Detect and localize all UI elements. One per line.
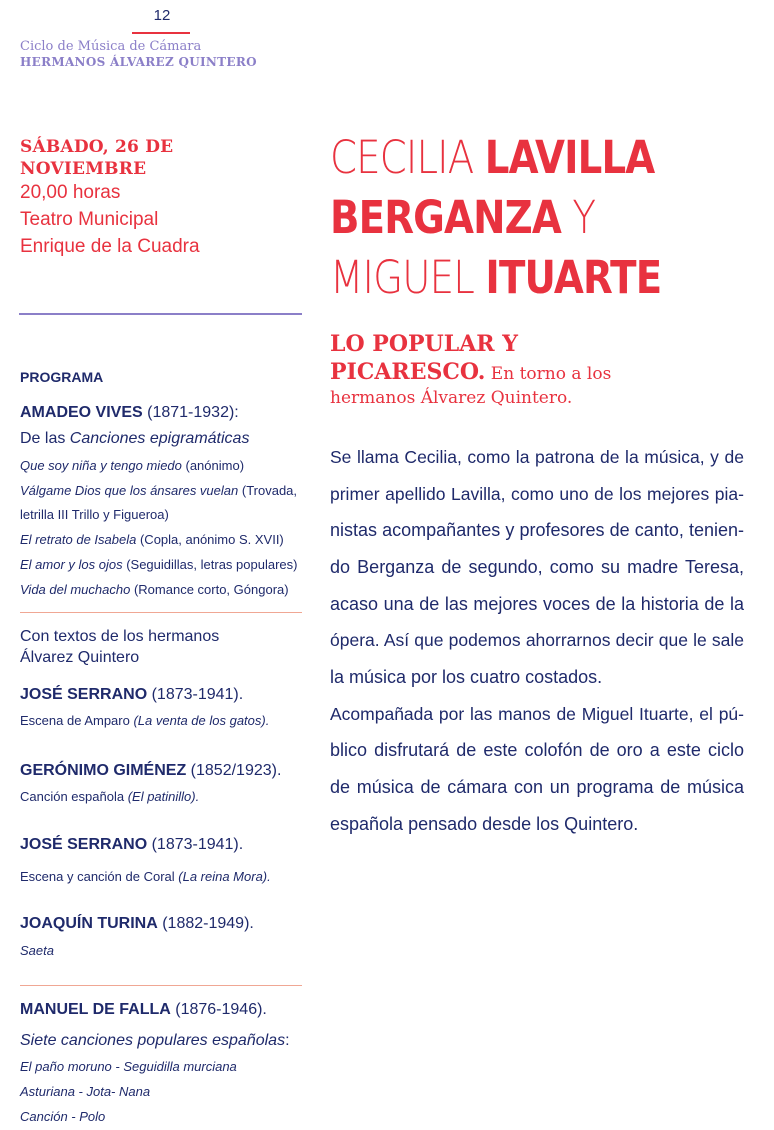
program-item — [20, 557, 297, 572]
concert-title-bold: PICARESCO. — [330, 359, 486, 385]
program-item — [20, 789, 199, 804]
event-time: 20,00 horas — [20, 182, 121, 203]
description-line: blico disfrutará de este colofón de oro a este ciclo — [330, 740, 744, 760]
work-siete-canciones — [20, 1032, 290, 1050]
description-line: acaso una de las mejores voces de la historia de la — [330, 594, 744, 614]
composer-serrano-2 — [20, 836, 243, 854]
composer-dates: (1882-1949). — [157, 915, 254, 932]
program-item — [20, 713, 269, 728]
composer-falla — [20, 1001, 267, 1019]
concert-title — [330, 330, 750, 408]
composer-name: JOSÉ SERRANO — [20, 836, 148, 853]
composer-turina — [20, 915, 254, 933]
item-title: El paño moruno - Seguidilla murciana — [20, 1059, 237, 1074]
concert-subtitle-part2: hermanos Álvarez Quintero. — [330, 388, 573, 408]
performer-conjunction: Y — [560, 191, 596, 244]
concert-title-line1: LO POPULAR Y — [330, 331, 518, 357]
program-item — [20, 582, 289, 597]
item-note: letrilla III Trillo y Figueroa) — [20, 507, 169, 522]
work-title: Canciones epigramáticas — [69, 430, 250, 447]
program-item — [20, 483, 297, 498]
description-line: de música de cámara con un programa de música — [330, 777, 744, 797]
composer-gimenez — [20, 762, 281, 780]
description-line: Se llama Cecilia, como la patrona de la música, y de — [330, 447, 744, 467]
item-source: (La reina Mora). — [178, 869, 271, 884]
work-prefix: De las — [20, 430, 70, 447]
item-title: El retrato de Isabela — [20, 532, 137, 547]
description-line: la música por los cuatro costados. — [330, 667, 603, 687]
performer-surname: BERGANZA — [330, 191, 561, 244]
item-piece: Escena de Amparo — [20, 713, 134, 728]
item-note: (Trovada, — [238, 483, 298, 498]
program-item — [20, 458, 244, 473]
work-title: Siete canciones populares españolas — [20, 1032, 286, 1049]
section-divider — [19, 313, 302, 315]
work-canciones-epigramaticas — [20, 430, 249, 448]
performer-surname: LAVILLA — [484, 131, 655, 184]
composer-dates: (1873-1941). — [147, 686, 244, 703]
item-note: (Seguidillas, letras populares) — [122, 557, 298, 572]
description-line: nistas acompañantes y profesores de canto, tenien- — [330, 520, 744, 540]
program-heading: PROGRAMA — [20, 369, 104, 385]
item-note: (Romance corto, Góngora) — [130, 582, 289, 597]
item-source: (La venta de los gatos). — [133, 713, 270, 728]
item-title: Válgame Dios que los ánsares vuelan — [20, 483, 239, 498]
performers-heading — [330, 128, 691, 308]
item-piece: Saeta — [20, 943, 54, 958]
concert-subtitle-part1: En torno a los — [485, 364, 612, 384]
performer-given-name: MIGUEL — [330, 251, 486, 304]
item-title: El amor y los ojos — [20, 557, 123, 572]
composer-name: JOSÉ SERRANO — [20, 686, 148, 703]
performers-line2 — [330, 188, 691, 248]
event-venue-line1: Teatro Municipal — [20, 209, 159, 230]
performer-given-name: CECILIA — [330, 131, 485, 184]
description-line: ópera. Así que podemos ahorrarnos decir que le sale — [330, 630, 744, 650]
composer-name: GERÓNIMO GIMÉNEZ — [20, 762, 187, 779]
event-venue-line2: Enrique de la Cuadra — [20, 236, 200, 257]
page-number-rule — [132, 32, 190, 34]
event-date: SÁBADO, 26 DE NOVIEMBRE — [20, 137, 174, 179]
concert-title-line2 — [330, 359, 611, 385]
composer-name: MANUEL DE FALLA — [20, 1001, 171, 1018]
composer-dates: (1876-1946). — [170, 1001, 267, 1018]
performers-line3 — [330, 248, 691, 308]
item-note: (anónimo) — [181, 458, 245, 473]
composer-serrano — [20, 686, 243, 704]
item-title: Asturiana - Jota- Nana — [20, 1084, 151, 1099]
performers-line1 — [330, 128, 691, 188]
program-item — [20, 1059, 237, 1074]
item-title: Que soy niña y tengo miedo — [20, 458, 182, 473]
item-title: Canción - Polo — [20, 1109, 106, 1124]
series-subtitle: HERMANOS ÁLVAREZ QUINTERO — [20, 55, 257, 69]
composer-dates: (1873-1941). — [147, 836, 244, 853]
item-piece: Escena y canción de Coral — [20, 869, 179, 884]
description-line: primer apellido Lavilla, como uno de los mejores pia- — [330, 484, 744, 504]
program-item — [20, 943, 54, 958]
program-divider — [20, 985, 302, 986]
program-divider — [20, 612, 302, 613]
item-piece: Canción española — [20, 789, 128, 804]
composer-dates: (1871-1932): — [142, 404, 239, 421]
program-item — [20, 507, 169, 522]
quintero-texts-line1: Con textos de los hermanos — [20, 628, 220, 645]
item-title: Vida del muchacho — [20, 582, 131, 597]
composer-name: JOAQUÍN TURINA — [20, 915, 158, 932]
item-source: (El patinillo). — [127, 789, 200, 804]
page-number: 12 — [153, 7, 171, 24]
quintero-texts-line2: Álvarez Quintero — [20, 649, 140, 666]
composer-vives — [20, 404, 239, 422]
performer-surname: ITUARTE — [485, 251, 662, 304]
program-item — [20, 532, 284, 547]
work-colon: : — [285, 1032, 290, 1049]
program-item — [20, 869, 271, 884]
series-title: Ciclo de Música de Cámara — [20, 39, 202, 54]
description-line: Acompañada por las manos de Miguel Ituarte, el pú- — [330, 704, 744, 724]
composer-dates: (1852/1923). — [186, 762, 282, 779]
description-line: española pensado desde los Quintero. — [330, 814, 639, 834]
program-item — [20, 1109, 105, 1124]
program-item — [20, 1084, 150, 1099]
item-note: (Copla, anónimo S. XVII) — [136, 532, 284, 547]
composer-name: AMADEO VIVES — [20, 404, 143, 421]
description-line: do Berganza de segundo, como su madre Teresa, — [330, 557, 744, 577]
